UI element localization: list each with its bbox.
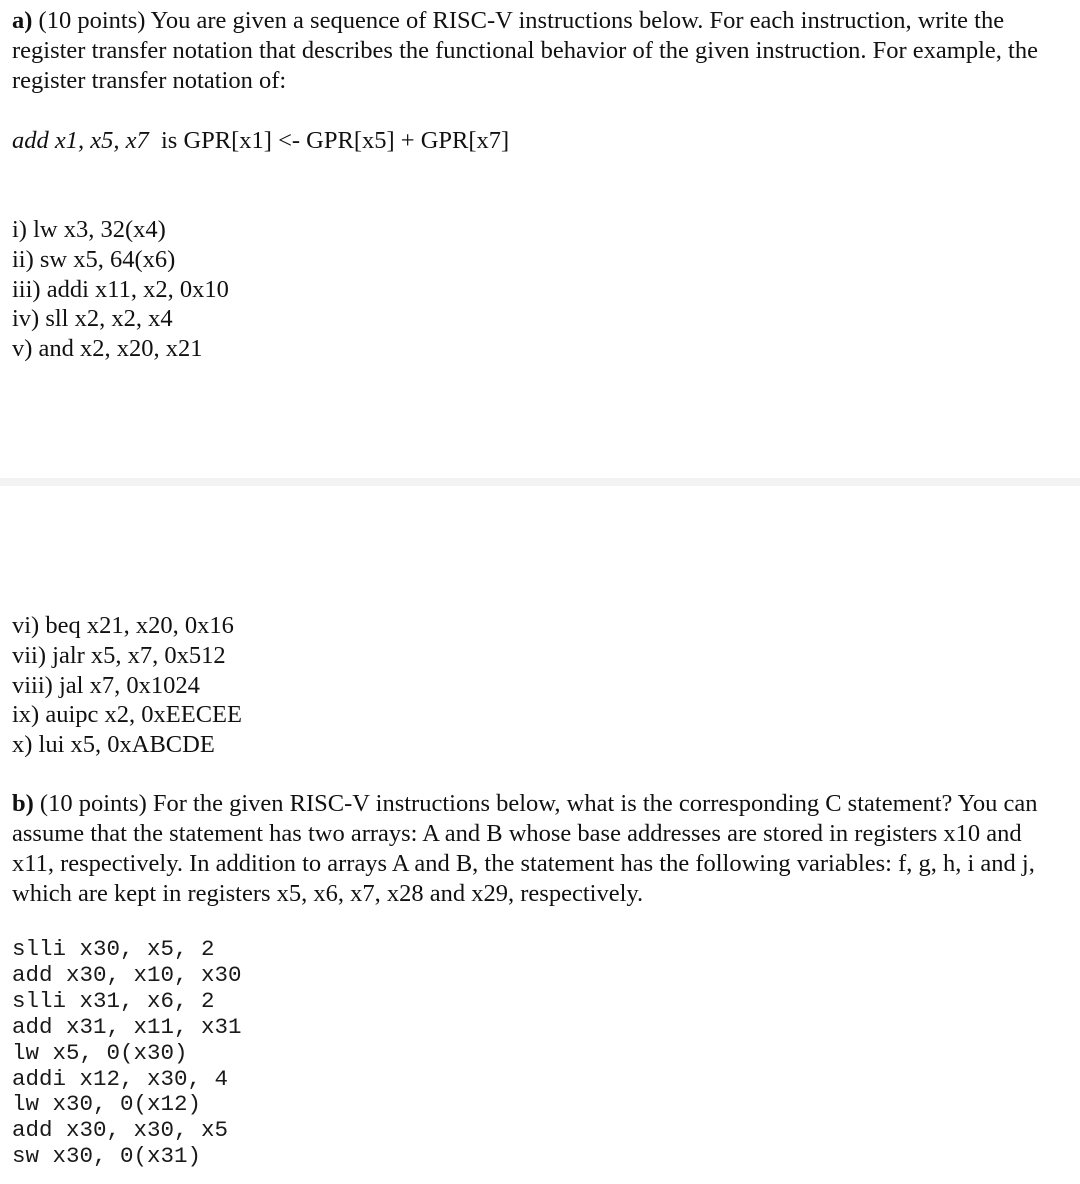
instruction-list-2 (12, 611, 242, 760)
page-divider (0, 478, 1080, 486)
code-line: slli x31, x6, 2 (12, 987, 215, 1014)
code-line: lw x5, 0(x30) (12, 1039, 188, 1066)
instruction-item: vii) jalr x5, x7, 0x512 (12, 641, 226, 669)
part-a-example (12, 126, 1062, 156)
instruction-item: vi) beq x21, x20, 0x16 (12, 612, 234, 639)
instruction-item: iv) sll x2, x2, x4 (12, 305, 173, 333)
code-line: add x30, x30, x5 (12, 1117, 229, 1144)
code-line: add x30, x10, x30 (12, 961, 242, 988)
instruction-item: ii) sw x5, 64(x6) (12, 245, 176, 273)
part-b-intro-text: (10 points) For the given RISC-V instructions below, what is the corresponding C statement? You can assume that the statement has two arrays: A and B whose base addresses are stored in registers x10 and x11, respectively. In addition to arrays A and B, the statement has the following variables: f, g, h, i and j, which are kept in registers x5, x6, x7, x28 and x29, respectively. (12, 790, 1038, 907)
part-a-label: a) (12, 7, 33, 34)
instruction-item: x) lui x5, 0xABCDE (12, 731, 215, 759)
example-notation: is GPR[x1] <- GPR[x5] + GPR[x7] (148, 127, 510, 154)
example-instruction: add x1, x5, x7 (12, 127, 149, 154)
instruction-item: i) lw x3, 32(x4) (12, 216, 166, 243)
instruction-item: v) and x2, x20, x21 (12, 335, 203, 363)
part-a-intro-text: (10 points) You are given a sequence of RISC-V instructions below. For each instruction, write the register transfer notation that describes the functional behavior of the given instruction. For example, the register transfer notation of: (12, 7, 1038, 94)
code-line: slli x30, x5, 2 (12, 936, 215, 962)
part-b-intro (12, 789, 1062, 909)
instruction-item: iii) addi x11, x2, 0x10 (12, 275, 229, 303)
code-block (12, 937, 242, 1170)
code-line: add x31, x11, x31 (12, 1013, 242, 1040)
part-a-intro (12, 6, 1062, 96)
instruction-list-1 (12, 215, 229, 364)
part-b-label: b) (12, 790, 34, 817)
instruction-item: ix) auipc x2, 0xEECEE (12, 701, 242, 729)
code-line: lw x30, 0(x12) (12, 1091, 202, 1118)
code-line: sw x30, 0(x31) (12, 1143, 202, 1170)
code-line: addi x12, x30, 4 (12, 1065, 229, 1092)
instruction-item: viii) jal x7, 0x1024 (12, 671, 200, 699)
